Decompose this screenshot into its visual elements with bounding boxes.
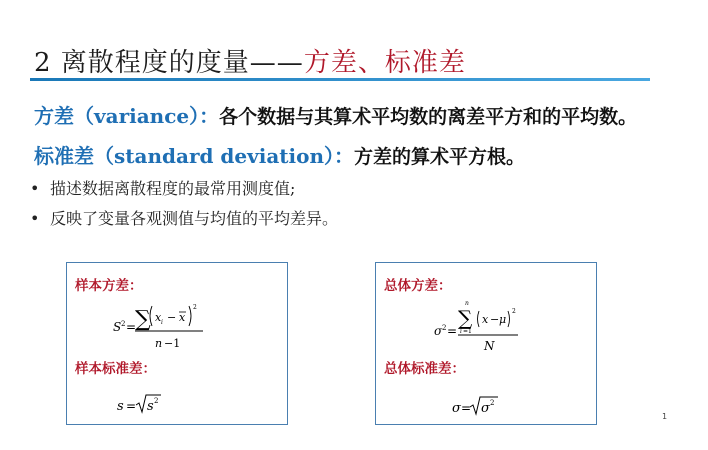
svg-text:n: n [465, 300, 469, 307]
svg-text:=: = [126, 320, 137, 334]
sample-std-formula [117, 391, 177, 417]
bullet-item [30, 206, 338, 229]
svg-text:−: − [490, 313, 500, 326]
svg-text:=: = [126, 399, 137, 413]
svg-text:=: = [447, 324, 458, 338]
sample-variance-formula [113, 301, 223, 351]
bullet-item [30, 176, 295, 199]
definition-standard-deviation [34, 140, 525, 169]
svg-text:∑: ∑ [458, 306, 473, 330]
svg-text:2: 2 [490, 399, 495, 407]
svg-text:2: 2 [442, 324, 447, 332]
population-std-formula [452, 393, 512, 419]
svg-text:2: 2 [512, 308, 516, 315]
svg-text:N: N [484, 339, 495, 353]
title-underline [30, 78, 650, 81]
definition-term: 方差（variance）： [34, 104, 220, 128]
bullet-text: 反映了变量各观测值与均值的平均差异。 [50, 209, 339, 228]
bullet-dot-icon: • [30, 209, 40, 228]
svg-text:μ: μ [499, 313, 507, 326]
svg-text:−: − [167, 311, 177, 324]
bullet-text: 描述数据离散程度的最常用测度值; [50, 179, 296, 198]
svg-text:2: 2 [154, 397, 159, 405]
svg-text:σ: σ [452, 401, 461, 416]
population-formula-box [375, 262, 597, 425]
svg-text:=1: =1 [463, 328, 472, 335]
slide-title [34, 42, 466, 79]
svg-text:n: n [155, 337, 163, 350]
svg-text:∑: ∑ [135, 307, 151, 332]
sample-formula-box [66, 262, 288, 425]
page-number: 1 [662, 412, 668, 421]
svg-text:=: = [461, 401, 472, 415]
svg-text:−1: −1 [164, 337, 181, 350]
svg-text:i: i [460, 328, 462, 335]
svg-text:x: x [482, 313, 489, 326]
svg-text:2: 2 [121, 320, 126, 328]
definition-term: 标准差（standard deviation）： [34, 144, 355, 168]
svg-text:σ: σ [481, 401, 490, 416]
population-variance-label: 总体方差： [384, 278, 452, 294]
svg-text:s: s [117, 399, 124, 414]
definition-text: 方差的算术平方根。 [354, 146, 526, 168]
title-prefix: 2 离散程度的度量—— [34, 48, 304, 78]
sample-variance-label: 样本方差： [75, 278, 143, 294]
svg-text:x: x [179, 311, 186, 324]
svg-text:s: s [147, 399, 154, 414]
population-variance-formula [434, 299, 544, 355]
population-std-label: 总体标准差： [384, 361, 465, 377]
definition-variance [34, 100, 637, 129]
bullet-dot-icon: • [30, 179, 40, 198]
svg-text:σ: σ [434, 324, 443, 338]
svg-text:i: i [161, 319, 163, 326]
sample-std-label: 样本标准差： [75, 361, 156, 377]
svg-text:2: 2 [193, 304, 197, 311]
definition-text: 各个数据与其算术平均数的离差平方和的平均数。 [219, 106, 638, 128]
title-accent: 方差、标准差 [303, 48, 466, 78]
svg-text:x: x [155, 311, 162, 324]
svg-text:S: S [113, 320, 122, 334]
